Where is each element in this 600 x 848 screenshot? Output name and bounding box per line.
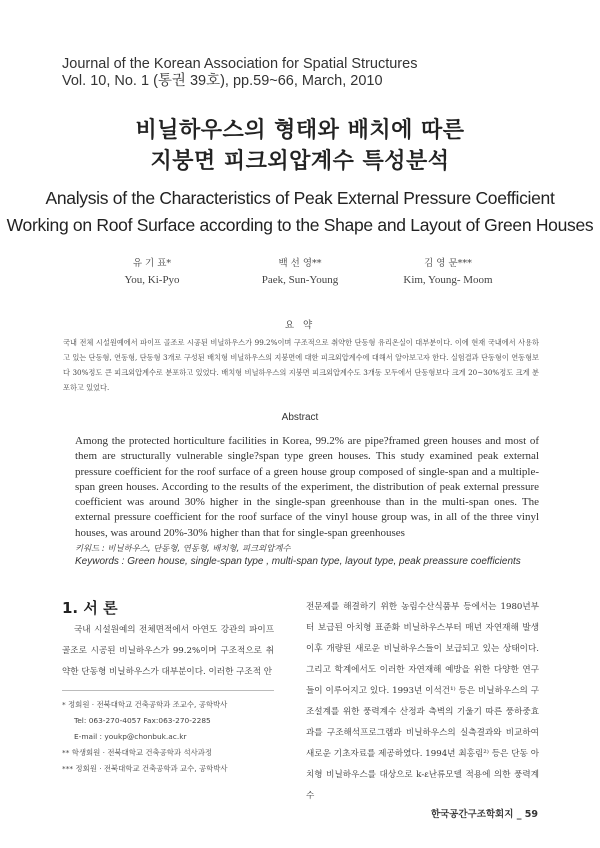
footnote-2: ** 학생회원 · 전북대학교 건축공학과 석사과정 — [62, 748, 212, 757]
journal-volume: Vol. 10, No. 1 (통권 39호), pp.59~66, March, 2010 — [62, 73, 383, 89]
keywords-korean: 키워드 : 비닐하우스, 단동형, 연동형, 배치형, 피크외압계수 — [75, 543, 291, 553]
footnote-3: *** 정회원 · 전북대학교 건축공학과 교수, 공학박사 — [62, 764, 228, 773]
section-1-left-text: 국내 시설원예의 전체면적에서 아연도 강관의 파이프 골조로 시공된 비닐하우스가 99.2%이며 구조적으로 취약한 단동형 비닐하우스가 대부분이다. 이러한 구조적 안 — [62, 625, 274, 677]
abstract-korean-label: 요 약 — [284, 320, 316, 331]
footnote-1-tel: Tel: 063-270-4057 Fax:063-270-2285 — [74, 716, 211, 725]
footnote-divider — [62, 690, 274, 691]
title-korean-line2: 지붕면 피크외압계수 특성분석 — [150, 149, 450, 174]
author-3-english: Kim, Young- Moom — [403, 274, 493, 286]
author-2-english: Paek, Sun-Young — [261, 274, 339, 286]
journal-header — [62, 56, 417, 90]
abstract-korean-text: 국내 전체 시설원예에서 파이프 골조로 시공된 비닐하우스가 99.2%이며 구조적으로 취약한 단동형 유리온실이 대부분이다. 이에 현재 국내에서 사용하고 있는 단동형, 연동형, 단동형 3개로 구성된 배치형 비닐하우스의 지붕면에 대한 피크외압계수에 대해서 알아보고자 한다. 실험결과 단동형이 연동형보다 30%정도 큰 피크외압계수로 분포하고 있었다. 배치형 비닐하우스의 지붕면 피크외압계수도 3개동 모두에서 단동형보다 크게 20~30%정도 크게 분포하고 있었다. — [63, 338, 539, 392]
author-2-korean: 백 선 영** — [278, 258, 322, 269]
title-english-line2: Working on Roof Surface according to the Shape and Layout of Green Houses — [6, 215, 594, 235]
author-3 — [358, 255, 538, 289]
footnote-1: * 정회원 · 전북대학교 건축공학과 조교수, 공학박사 — [62, 700, 228, 709]
section-1-heading: 1. 서 론 — [62, 599, 118, 617]
footnote-1-email: E-mail : youkp@chonbuk.ac.kr — [74, 732, 187, 741]
title-english-line1: Analysis of the Characteristics of Peak External Pressure Coefficient — [45, 188, 555, 208]
keywords-english: Keywords : Green house, single-span type , multi-span type, layout type, peak preassure coefficients — [75, 556, 521, 567]
footnotes — [62, 697, 228, 777]
section-1-right-text: 전문제를 해결하기 위한 농림수산식품부 등에서는 1980년부터 보급된 아치형 표준화 비닐하우스부터 매년 자연재해 발생이후 개량된 새로운 비닐하우스들이 보급되고 있는 상태이다. 그리고 학계에서도 이러한 자연재해 예방을 위한 다양한 연구들이 이루어지고 있다. 1993년 이석건¹⁾ 등은 비닐하우스의 구조설계를 위한 풍력계수 산정과 측벽의 기울기 따른 풍하중효과를 구조해석프로그램과 비닐하우스의 실측결과와 비교하여 새로운 기초자료를 제공하였다. 1994년 최홍림²⁾ 등은 단동 아치형 비닐하우스를 대상으로 k-ε난류모델 적용에 의한 풍력계수 — [306, 602, 539, 801]
abstract-english-label: Abstract — [281, 412, 319, 423]
author-3-korean: 김 영 문*** — [424, 258, 472, 269]
page-footer: 한국공간구조학회지 _ 59 — [430, 809, 538, 820]
title-korean-line1: 비닐하우스의 형태와 배치에 따른 — [135, 118, 465, 143]
author-1-english: You, Ki-Pyo — [124, 274, 180, 286]
abstract-english-text: Among the protected horticulture facilities in Korea, 99.2% are pipe?framed green houses and most of them are structurally vulnerable single?span type green houses. This study examined peak external pressure coefficient for the roof surface of a green house group composed of single-span and a multiple-span green houses. According to the results of the experiment, the distribution of peak external pressure coefficient was around 30% higher in the single-span greenhouse than in the multi-span ones. The external pressure coefficient for the roof surface of the vinyl house group was, in all of the three vinyl houses, was around 20%-30% higher than that for single-span greenhouses — [75, 435, 539, 539]
journal-name: Journal of the Korean Association for Spatial Structures — [62, 56, 418, 72]
author-1-korean: 유 기 표* — [132, 258, 172, 269]
